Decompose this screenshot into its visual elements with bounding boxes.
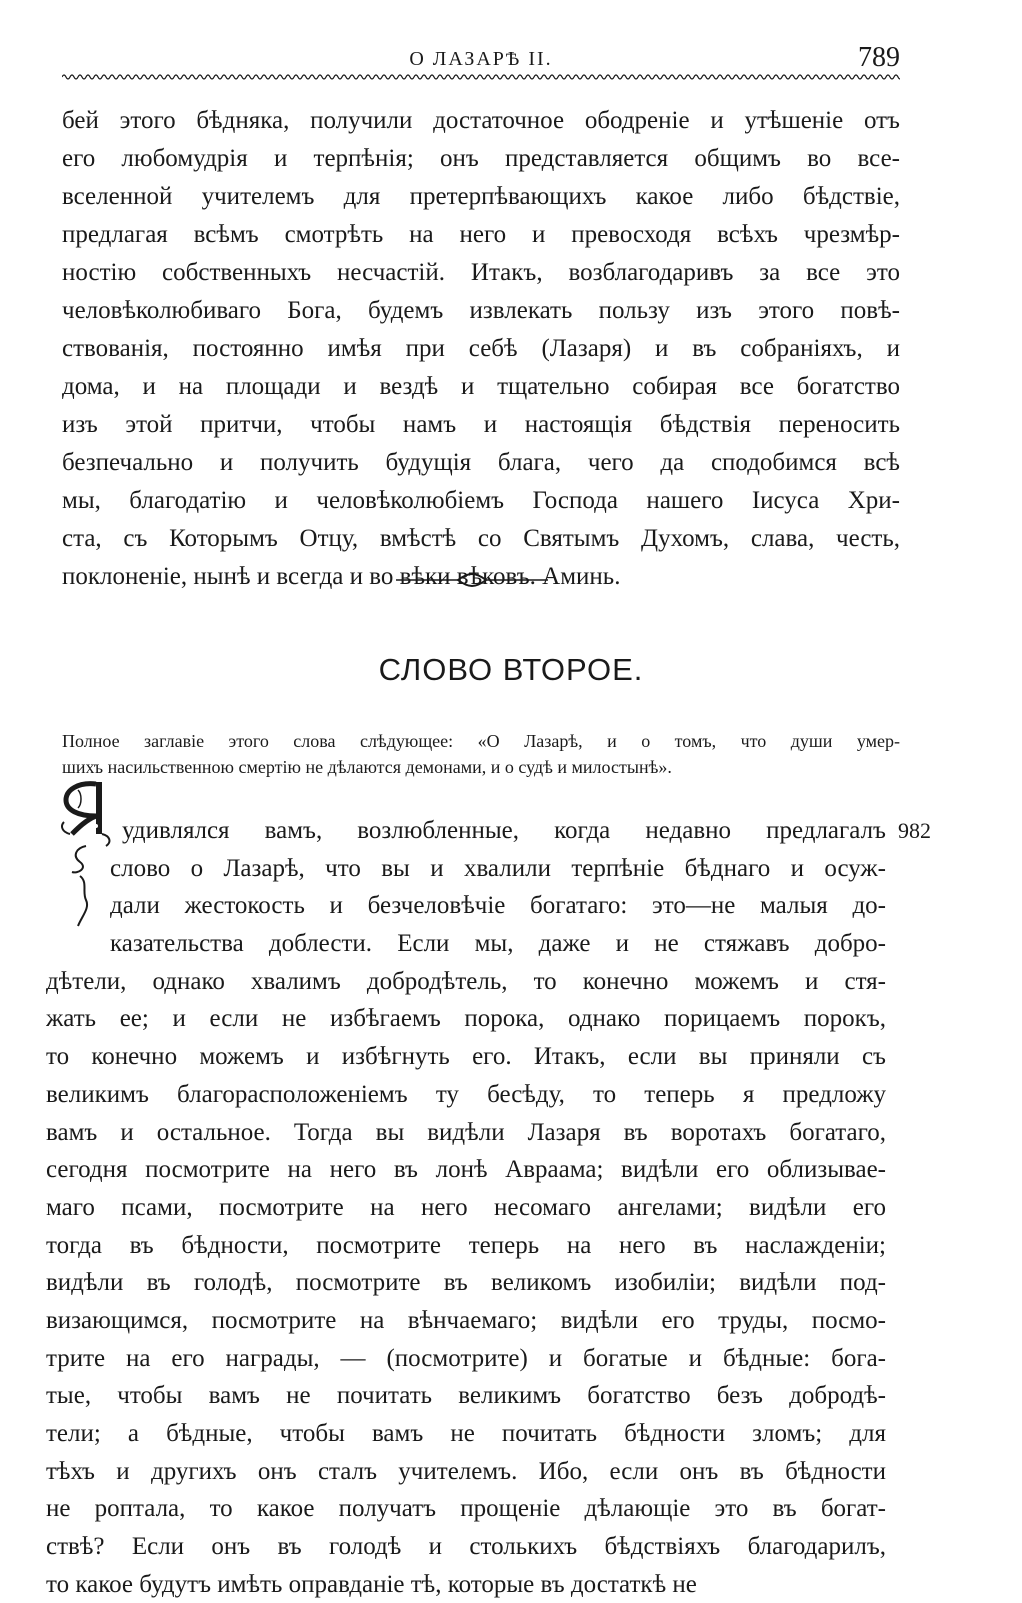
text-line: вселенной учителемъ для претерпѣвающихъ какое либо бѣдствіе,: [62, 183, 900, 210]
text-line: ностію собственныхъ несчастій. Итакъ, возблагодаривъ за все это: [62, 259, 900, 286]
text-line: жать ее; и если не избѣгаемъ порока, однако порицаемъ порокъ,: [46, 1005, 886, 1033]
section-title: СЛОВО ВТОРОЕ.: [378, 652, 644, 687]
text-line: великимъ благорасположеніемъ ту бесѣду, то теперь я предложу: [46, 1080, 886, 1108]
text-line: слово о Лазарѣ, что вы и хвалили терпѣніе бѣднаго и осуж-: [110, 854, 886, 882]
text-line: то конечно можемъ и избѣгнуть его. Итакъ, если вы приняли съ: [46, 1043, 886, 1071]
text-line: ста, съ Которымъ Отцу, вмѣстѣ со Святымъ Духомъ, слава, честь,: [62, 525, 900, 552]
text-line: ствѣ? Если онъ въ голодѣ и столькихъ бѣдствіяхъ благодарилъ,: [46, 1533, 886, 1561]
text-line: шихъ насильственною смертію не дѣлаются демонами, и о судѣ и милостынѣ».: [62, 757, 672, 777]
text-line: мы, благодатію и человѣколюбіемъ Господа нашего Іисуса Хри-: [62, 487, 900, 514]
running-title: О ЛАЗАРѢ II.: [409, 48, 553, 70]
text-line: вамъ и остальное. Тогда вы видѣли Лазаря въ воротахъ богатаго,: [46, 1118, 886, 1146]
body-paragraph: [46, 812, 886, 1603]
page-number: 789: [858, 42, 900, 73]
text-line: удивлялся вамъ, возлюбленные, когда недавно предлагалъ: [122, 817, 886, 844]
text-line: видѣли въ голодѣ, посмотрите въ великомъ изобиліи; видѣли под-: [46, 1269, 886, 1297]
text-line: визающимся, посмотрите на вѣнчаемаго; видѣли его труды, посмо-: [46, 1306, 886, 1334]
text-line: бей этого бѣдняка, получили достаточное ободреніе и утѣшеніе отъ: [62, 107, 900, 134]
text-line: казательства доблести. Если мы, даже и не стяжавъ добро-: [110, 930, 886, 958]
text-line: то какое будутъ имѣть оправданіе тѣ, которые въ достаткѣ не: [46, 1570, 697, 1598]
text-line: поклоненіе, нынѣ и всегда и во вѣки вѣковъ. Аминь.: [62, 563, 621, 590]
text-line: его любомудрія и терпѣнія; онъ представляется общимъ во все-: [62, 145, 900, 172]
text-line: дали жестокость и безчеловѣчіе богатаго: это—не малыя до-: [110, 892, 886, 920]
text-line: трите на его награды, — (посмотрите) и богатые и бѣдные: бога-: [46, 1344, 886, 1372]
text-line: сегодня посмотрите на него въ лонѣ Авраама; видѣли его облизывае-: [46, 1156, 886, 1184]
top-paragraph: [62, 102, 900, 596]
diamond-divider-icon: [396, 570, 548, 590]
text-line: человѣколюбиваго Бога, будемъ извлекать пользу изъ этого повѣ-: [62, 297, 900, 324]
text-line: тели; а бѣдные, чтобы вамъ не почитать бѣдности зломъ; для: [46, 1420, 886, 1447]
text-line: не роптала, то какое получатъ прощеніе дѣлающіе это въ богат-: [46, 1495, 886, 1523]
text-line: Полное заглавіе этого слова слѣдующее: «О Лазарѣ, и о томъ, что души умер-: [62, 731, 900, 751]
text-line: маго псами, посмотрите на него несомаго ангелами; видѣли его: [46, 1193, 886, 1221]
text-line: тые, чтобы вамъ не почитать великимъ богатство безъ добродѣ-: [46, 1382, 886, 1410]
text-line: тогда въ бѣдности, посмотрите теперь на него въ наслажденіи;: [46, 1231, 886, 1259]
text-line: изъ этой притчи, чтобы намъ и настоящія бѣдствія переносить: [62, 411, 900, 438]
text-line: безпечально и получить будущія блага, чего да сподобимся всѣ: [62, 449, 900, 476]
text-line: предлагая всѣмъ смотрѣть на него и превосходя всѣхъ чрезмѣр-: [62, 221, 900, 248]
text-line: дома, и на площади и вездѣ и тщательно собирая все богатство: [62, 373, 900, 400]
section-subtitle: [62, 728, 900, 780]
text-line: дѣтели, однако хвалимъ добродѣтель, то конечно можемъ и стя-: [46, 967, 886, 995]
text-line: ствованія, постоянно имѣя при себѣ (Лазаря) и въ собраніяхъ, и: [62, 335, 900, 362]
margin-reference-number: 982: [898, 818, 931, 843]
wavy-rule-divider: [62, 72, 900, 82]
text-line: тѣхъ и другихъ онъ сталъ учителемъ. Ибо, если онъ въ бѣдности: [46, 1457, 886, 1485]
